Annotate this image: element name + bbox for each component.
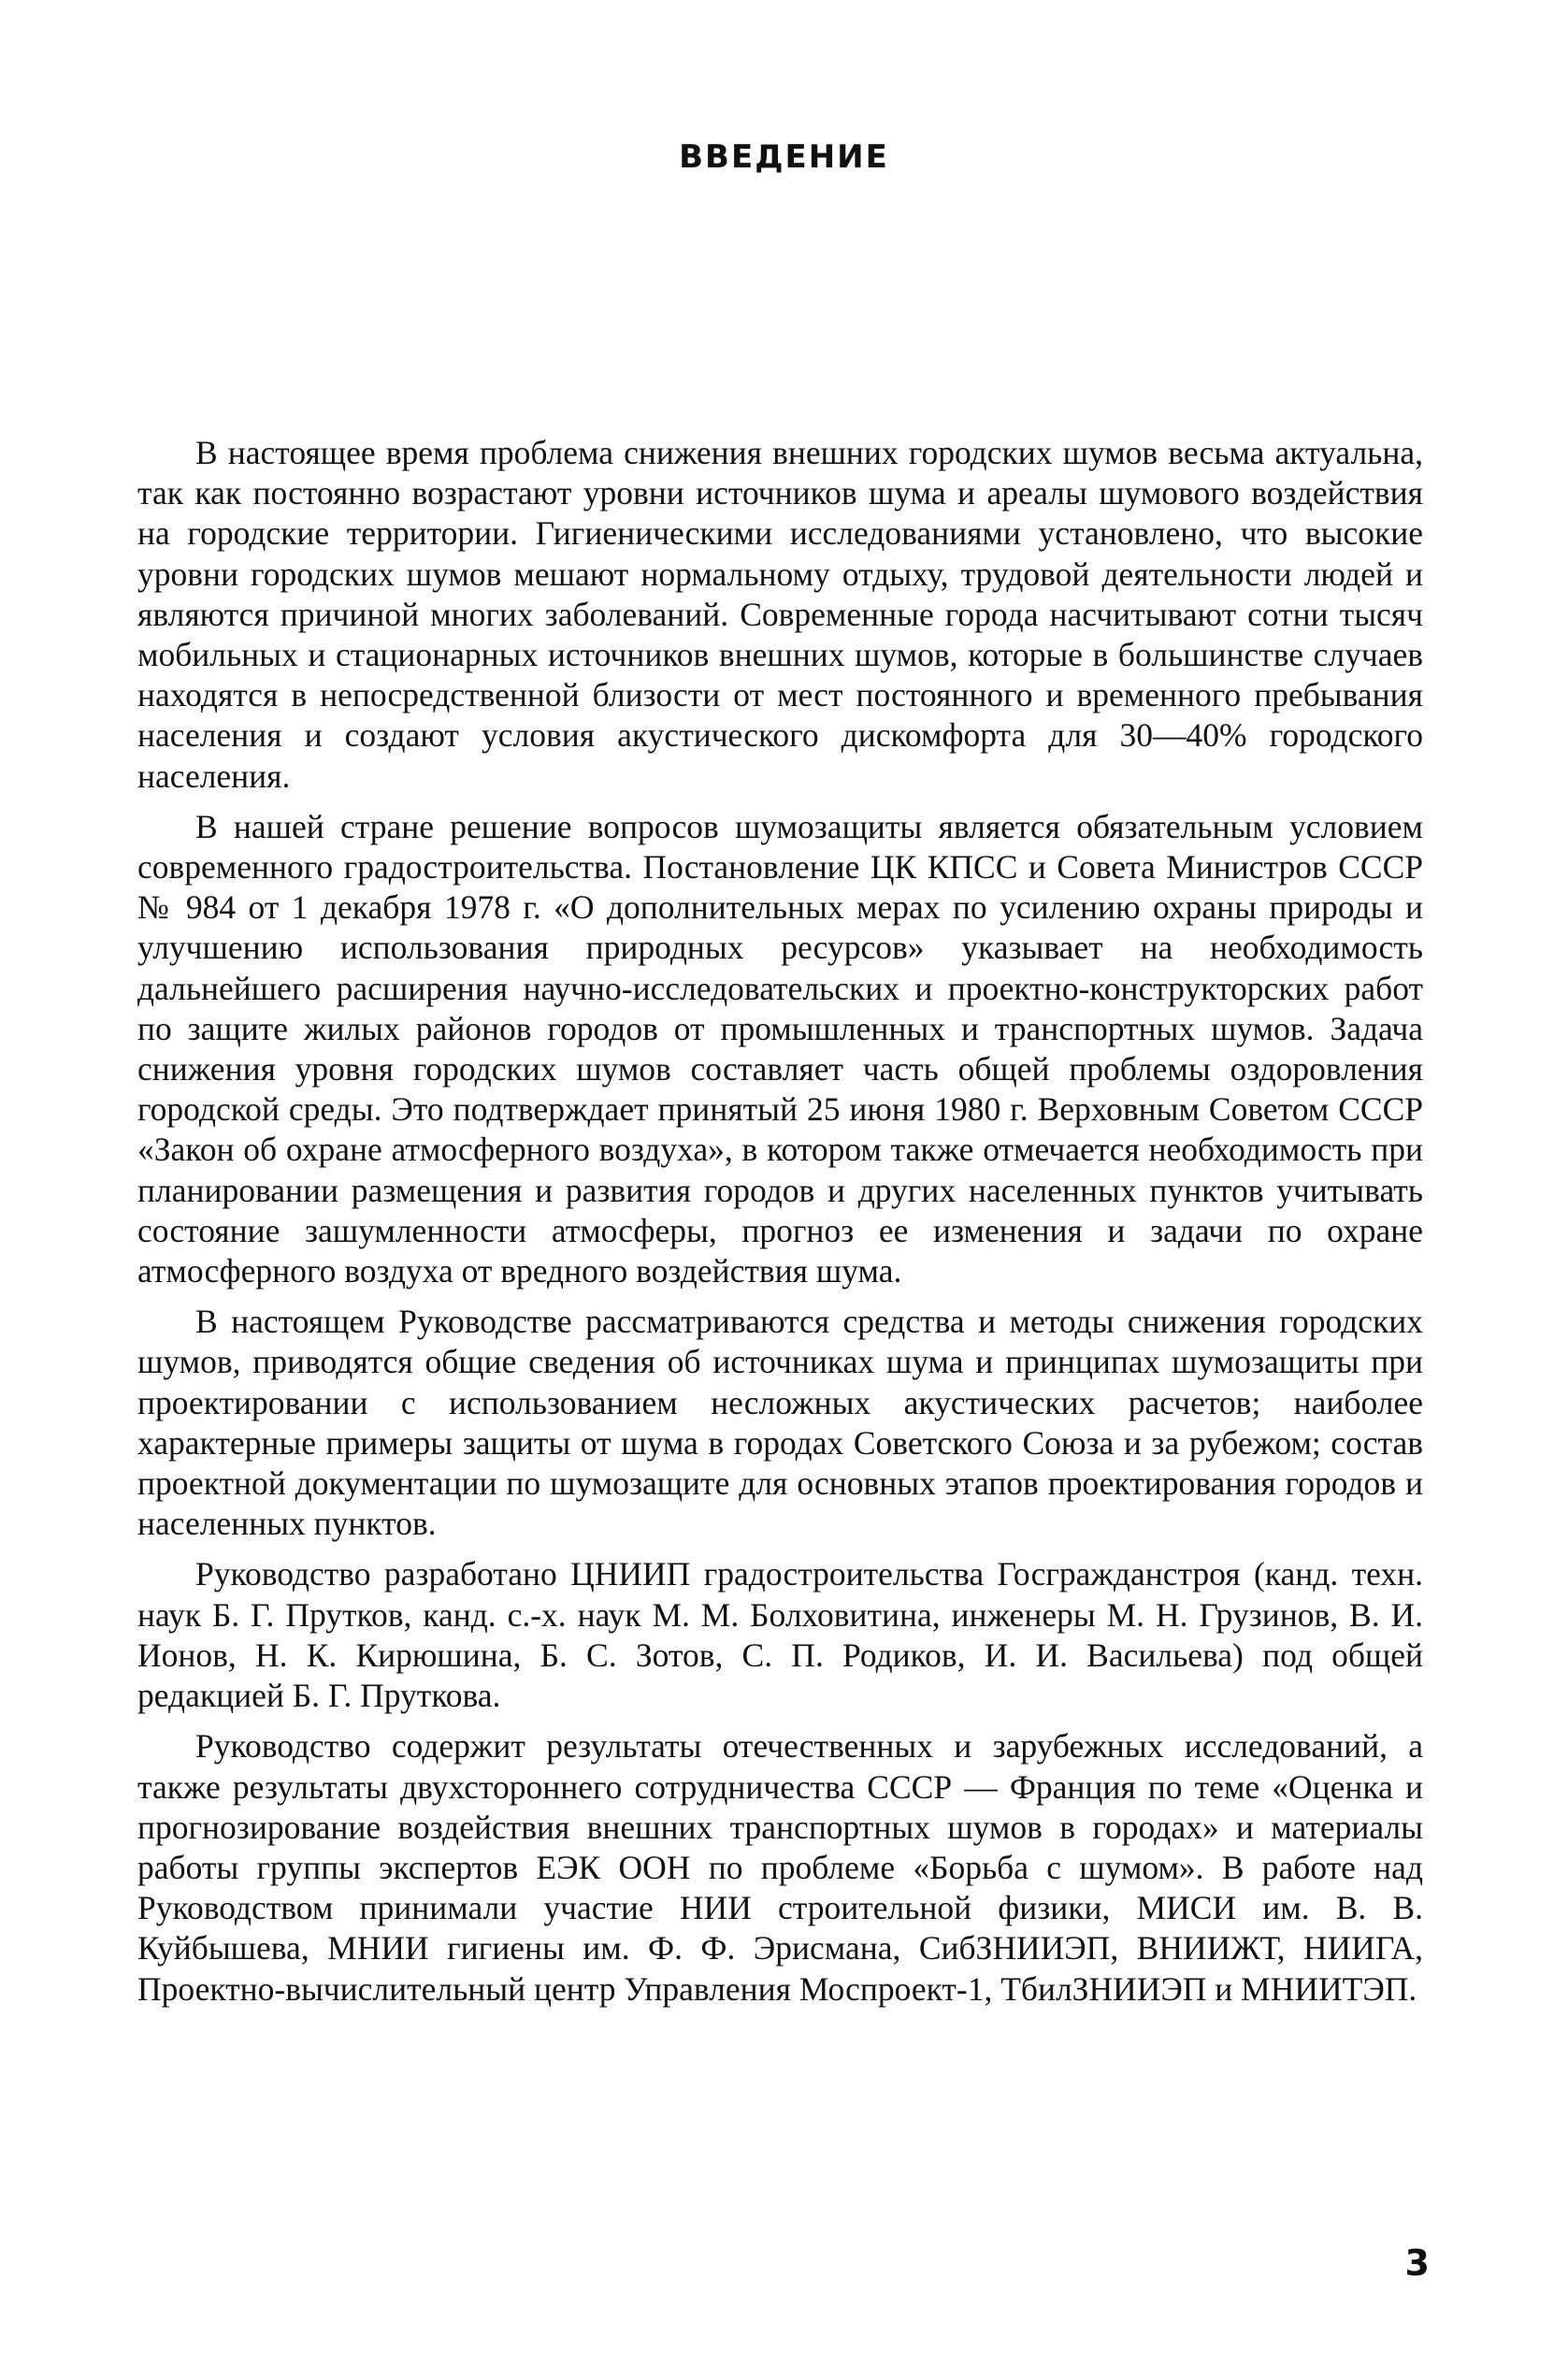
page-title: ВВЕДЕНИЕ bbox=[679, 138, 889, 176]
paragraph-1: В настоящее время проблема снижения внешних городских шумов весьма актуальна, так как постоянно возрастают уровни источников шума и ареалы шумового воздействия на городские территории. Гигиеническими исследованиями установлено, что высокие уровни городских шумов мешают нормальному отдыху, трудовой деятельности людей и являются причиной многих заболеваний. Современные города насчитывают сотни тысяч мобильных и стационарных источников внешних шумов, которые в большинстве случаев находятся в непосредственной близости от мест постоянного и временного пребывания населения и создают условия акустического дискомфорта для 30—40% городского населения. bbox=[137, 434, 1423, 795]
paragraph-4: Руководство разработано ЦНИИП градостроительства Госгражданстроя (канд. техн. наук Б. Г. Прутков, канд. с.-х. наук М. М. Болховитина, инженеры М. Н. Грузинов, В. И. Ионов, Н. К. Кирюшина, Б. С. Зотов, С. П. Родиков, И. И. Васильева) под общей редакцией Б. Г. Пруткова. bbox=[137, 1555, 1423, 1715]
body-text bbox=[137, 433, 1423, 2020]
page-number: 3 bbox=[1404, 2242, 1430, 2284]
paragraph-5: Руководство содержит результаты отечественных и зарубежных исследований, а также результаты двухстороннего сотрудничества СССР — Франция по теме «Оценка и прогнозирование воздействия внешних транспортных шумов в городах» и материалы работы группы экспертов ЕЭК ООН по проблеме «Борьба с шумом». В работе над Руководством принимали участие НИИ строительной физики, МИСИ им. В. В. Куйбышева, МНИИ гигиены им. Ф. Ф. Эрисмана, СибЗНИИЭП, ВНИИЖТ, НИИГА, Проектно-вычислительный центр Управления Моспроект-1, ТбилЗНИИЭП и МНИИТЭП. bbox=[137, 1727, 1423, 2008]
paragraph-3: В настоящем Руководстве рассматриваются средства и методы снижения городских шумов, приводятся общие сведения об источниках шума и принципах шумозащиты при проектировании с использованием несложных акустических расчетов; наиболее характерные примеры защиты от шума в городах Советского Союза и за рубежом; состав проектной документации по шумозащите для основных этапов проектирования городов и населенных пунктов. bbox=[137, 1303, 1423, 1543]
paragraph-2: В нашей стране решение вопросов шумозащиты является обязательным условием современного градостроительства. Постановление ЦК КПСС и Совета Министров СССР № 984 от 1 декабря 1978 г. «О дополнительных мерах по усилению охраны природы и улучшению использования природных ресурсов» указывает на необходимость дальнейшего расширения научно-исследовательских и проектно-конструкторских работ по защите жилых районов городов от промышленных и транспортных шумов. Задача снижения уровня городских шумов составляет часть общей проблемы оздоровления городской среды. Это подтверждает принятый 25 июня 1980 г. Верховным Советом СССР «Закон об охране атмосферного воздуха», в котором также отмечается необходимость при планировании размещения и развития городов и других населенных пунктов учитывать состояние зашумленности атмосферы, прогноз ее изменения и задачи по охране атмосферного воздуха от вредного воздействия шума. bbox=[137, 807, 1423, 1290]
